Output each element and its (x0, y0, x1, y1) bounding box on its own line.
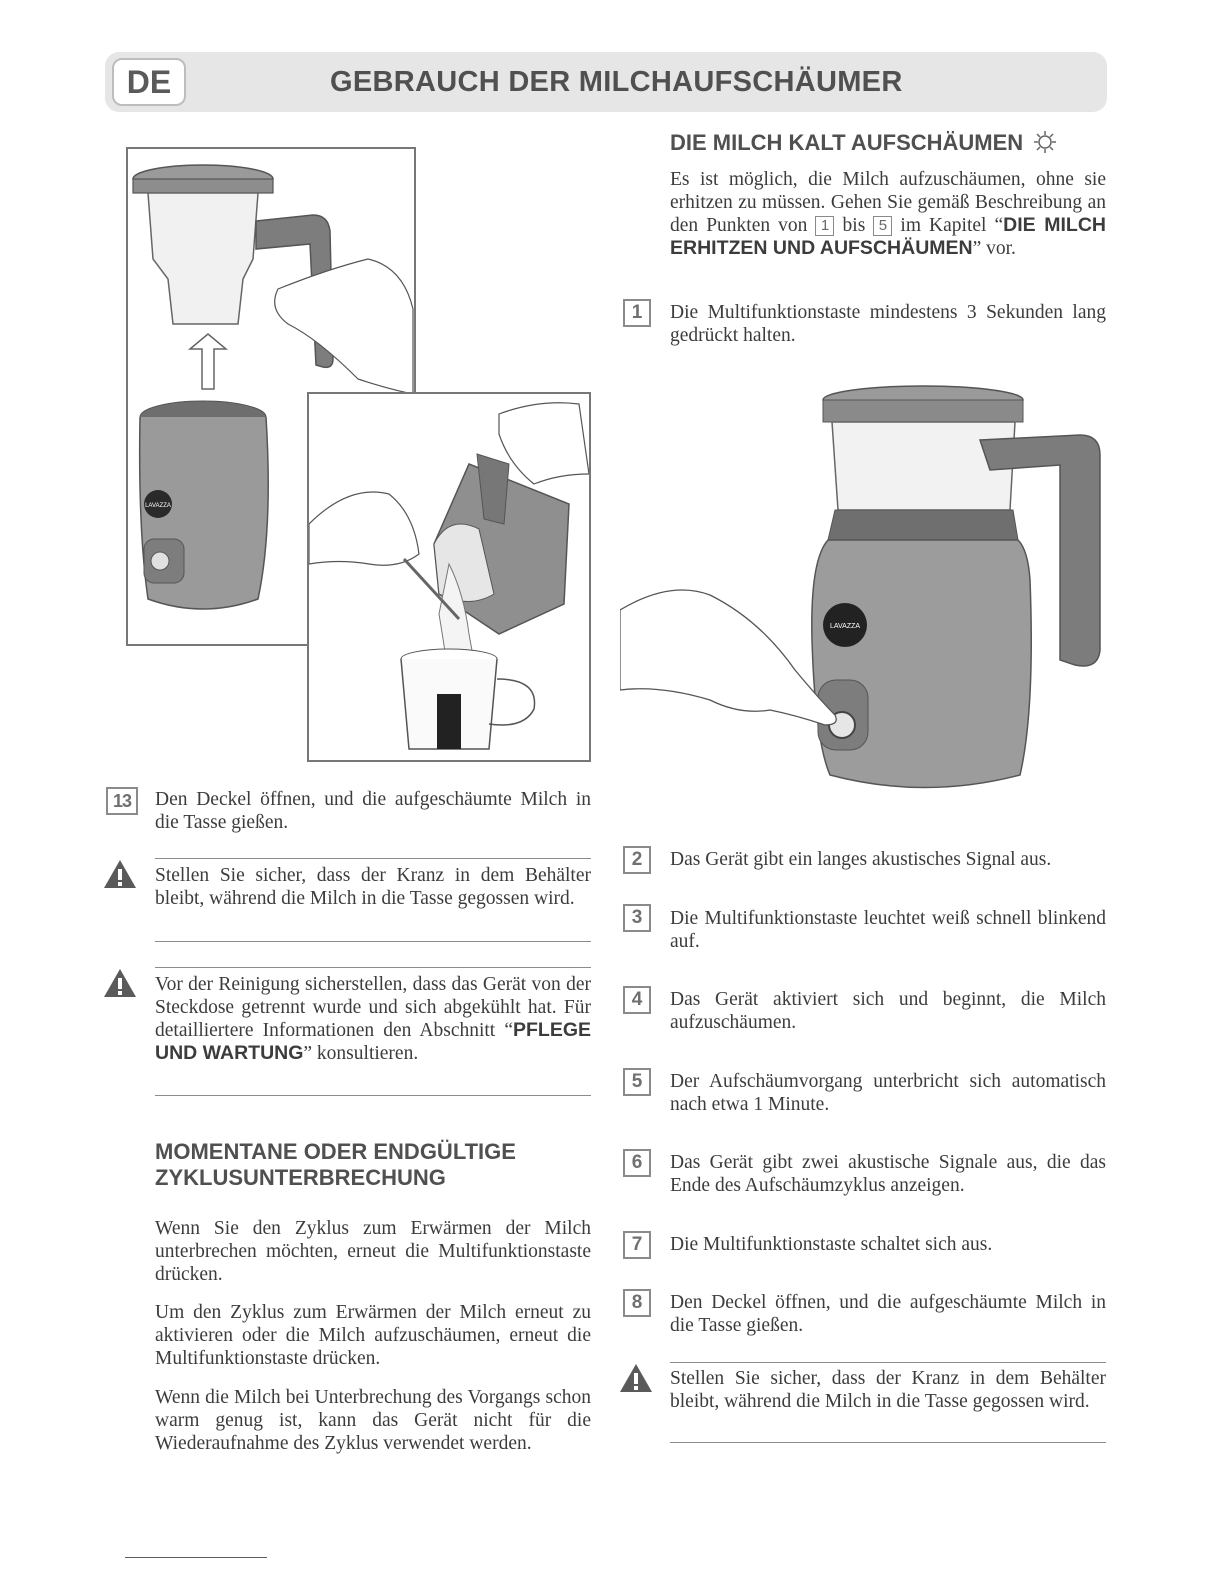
step-5-text: Der Aufschäumvorgang unterbricht sich automatisch nach etwa 1 Minute. (670, 1071, 1106, 1115)
right-warning-text: Stellen Sie sicher, dass der Kranz in dem Behälter bleibt, während die Milch in die Tasse gegossen wird. (670, 1368, 1106, 1412)
step-number-6: 6 (623, 1149, 651, 1177)
step-number-7: 7 (623, 1231, 651, 1259)
step-7-text: Die Multifunktionstaste schaltet sich aus. (670, 1234, 993, 1255)
ref-step-1: 1 (815, 216, 834, 236)
brand-logo-text: LAVAZZA (145, 503, 171, 509)
right-warning-top-rule (670, 1362, 1106, 1363)
paragraph-1: Wenn Sie den Zyklus zum Erwärmen der Milch unterbrechen möchten, erneut die Multifunktionstaste drücken. (155, 1218, 591, 1285)
step-number-2: 2 (623, 846, 651, 874)
warning-1-bottom-rule (155, 941, 591, 942)
section-title-line-2: ZYKLUSUNTERBRECHUNG (155, 1165, 446, 1190)
step-2-text: Das Gerät gibt ein langes akustisches Signal aus. (670, 849, 1052, 870)
warning-icon (103, 967, 137, 999)
step-4-text: Das Gerät aktiviert sich und beginnt, die Milch aufzuschäumen. (670, 989, 1106, 1033)
warning-icon (619, 1362, 653, 1394)
brand-logo-text: LAVAZZA (829, 623, 861, 630)
step-number-4: 4 (623, 986, 651, 1014)
illustration-pouring-milk (307, 392, 591, 762)
step-number-3: 3 (623, 904, 651, 932)
illustration-press-button (620, 380, 1106, 810)
section-title-interruption (155, 1139, 591, 1191)
warning-2-bottom-rule (155, 1095, 591, 1096)
paragraph-3: Wenn die Milch bei Unterbrechung des Vorgangs schon warm genug ist, kann das Gerät nicht für die Wiederaufnahme des Zyklus verwendet werden. (155, 1387, 591, 1454)
step-number-8: 8 (623, 1289, 651, 1317)
language-badge: DE (112, 58, 186, 106)
warning-1-text: Stellen Sie sicher, dass der Kranz in dem Behälter bleibt, während die Milch in die Tasse gegossen wird. (155, 865, 591, 909)
press-button-drawing (620, 380, 1106, 810)
section-title-text: DIE MILCH KALT AUFSCHÄUMEN (670, 130, 1024, 155)
intro-paragraph: Es ist möglich, die Milch aufzuschäumen, ohne sie erhitzen zu müssen. Gehen Sie gemäß Beschreibung an den Punkten von 1 bis 5 im Kapitel “DIE MILCH ERHITZEN UND AUFSCHÄUMEN” vor. (670, 169, 1106, 259)
step-6-text: Das Gerät gibt zwei akustische Signale aus, die das Ende des Aufschäumzyklus anzeigen. (670, 1152, 1106, 1196)
snowflake-icon (1033, 130, 1057, 154)
step-number-1: 1 (623, 299, 651, 327)
paragraph-2: Um den Zyklus zum Erwärmen der Milch erneut zu aktivieren oder die Milch aufzuschäumen, erneut die Multifunktionstaste drücken. (155, 1302, 591, 1369)
pouring-drawing (309, 394, 589, 760)
step-3-text: Die Multifunktionstaste leuchtet weiß schnell blinkend auf. (670, 908, 1106, 952)
page-title: GEBRAUCH DER MILCHAUFSCHÄUMER (330, 66, 903, 98)
warning-2-top-rule (155, 967, 591, 968)
section-title-cold-froth (670, 130, 1106, 156)
right-warning-bottom-rule (670, 1442, 1106, 1443)
warning-icon (103, 858, 137, 890)
footer-line (125, 1557, 267, 1558)
step-13-text: Den Deckel öffnen, und die aufgeschäumte Milch in die Tasse gießen. (155, 789, 591, 833)
step-1-text: Die Multifunktionstaste mindestens 3 Sekunden lang gedrückt halten. (670, 302, 1106, 346)
warning-1-top-rule (155, 858, 591, 859)
step-8-text: Den Deckel öffnen, und die aufgeschäumte Milch in die Tasse gießen. (670, 1292, 1106, 1336)
warning-2-text: Vor der Reinigung sicherstellen, dass das Gerät von der Steckdose getrennt wurde und sich abgekühlt hat. Für detailliertere Informationen den Abschnitt “PFLEGE UND WARTUNG” konsultieren. (155, 974, 591, 1064)
step-number-5: 5 (623, 1068, 651, 1096)
ref-step-5: 5 (873, 216, 892, 236)
step-number-13: 13 (106, 787, 138, 815)
section-title-line-1: MOMENTANE ODER ENDGÜLTIGE (155, 1139, 516, 1164)
